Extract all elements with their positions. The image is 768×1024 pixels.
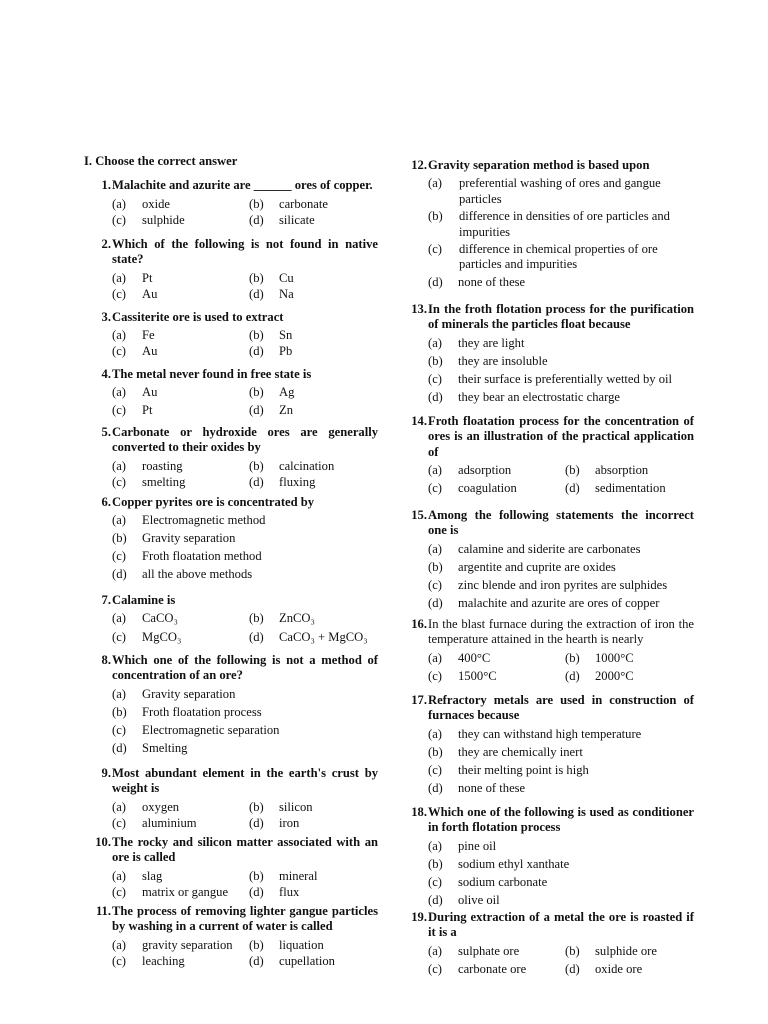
option-label: (b) (428, 353, 443, 368)
option-a[interactable] (428, 944, 565, 962)
option-a[interactable] (428, 336, 694, 354)
option-text: 400°C (458, 650, 491, 665)
option-text: none of these (458, 780, 526, 795)
option-text: 1500°C (458, 668, 497, 683)
option-a[interactable] (428, 651, 565, 669)
option-a[interactable] (428, 839, 694, 857)
section-title: I. Choose the correct answer (84, 154, 238, 168)
option-b[interactable] (565, 651, 634, 669)
question-text: Calamine is (112, 593, 176, 607)
option-label: (b) (112, 704, 127, 719)
option-text: they are insoluble (458, 353, 548, 368)
question-number: 8. (101, 653, 111, 667)
option-text: ZnCO₃ (279, 611, 315, 626)
option-label: (a) (112, 458, 126, 473)
option-c[interactable] (428, 669, 565, 685)
question-17 (411, 693, 694, 799)
option-d[interactable] (428, 275, 694, 293)
option-text: liquation (279, 937, 324, 952)
option-text: Smelting (142, 740, 188, 755)
option-label: (a) (428, 726, 442, 741)
option-text: Froth floatation method (142, 549, 262, 564)
option-label: (a) (428, 541, 442, 556)
option-d[interactable] (565, 481, 666, 497)
option-text: zinc blende and iron pyrites are sulphides (458, 577, 668, 592)
option-text: matrix or gangue (142, 884, 229, 899)
option-text: difference in chemical properties of ore particles and impurities (459, 242, 658, 272)
option-d[interactable] (428, 781, 694, 799)
question-number: 5. (101, 425, 111, 439)
option-text: Pt (142, 403, 153, 418)
option-d[interactable] (428, 596, 694, 614)
option-label: (d) (565, 668, 580, 683)
question-text: Malachite and azurite are ______ ores of copper. (112, 178, 373, 192)
question-text: Refractory metals are used in construction of furnaces because (428, 693, 694, 723)
option-text: adsorption (458, 463, 512, 478)
option-d[interactable] (565, 962, 642, 978)
option-label: (a) (112, 328, 126, 343)
option-a[interactable] (428, 176, 694, 207)
option-text: difference in densities of ore particles and impurities (459, 209, 670, 239)
option-text: carbonate (279, 197, 328, 212)
option-label: (c) (112, 286, 126, 301)
option-text: Sn (279, 328, 293, 343)
option-label: (d) (249, 403, 264, 418)
question-text: Which one of the following is not a method of concentration of an ore? (112, 653, 378, 683)
option-c[interactable] (428, 242, 694, 273)
option-b[interactable] (565, 944, 657, 962)
question-19 (411, 910, 694, 978)
question-text: Carbonate or hydroxide ores are generally converted to their oxides by (112, 425, 378, 455)
option-label: (a) (112, 513, 126, 528)
option-label: (b) (428, 744, 443, 759)
option-text: gravity separation (142, 937, 233, 952)
option-text: Pt (142, 270, 153, 285)
option-text: Cu (279, 270, 294, 285)
question-number: 6. (101, 495, 111, 509)
option-label: (a) (112, 868, 126, 883)
question-text: Most abundant element in the earth's crust by weight is (112, 766, 378, 796)
option-text: oxide (142, 197, 170, 212)
option-b[interactable] (428, 209, 694, 240)
option-c[interactable] (428, 875, 694, 893)
option-label: (d) (565, 961, 580, 976)
option-label: (a) (112, 611, 126, 626)
option-text: Fe (142, 328, 155, 343)
option-text: cupellation (279, 953, 335, 968)
option-text: oxide ore (595, 961, 643, 976)
option-label: (d) (428, 595, 443, 610)
option-text: their melting point is high (458, 762, 589, 777)
option-text: iron (279, 815, 300, 830)
option-label: (a) (112, 385, 126, 400)
option-b[interactable] (565, 463, 648, 481)
option-b[interactable] (428, 354, 694, 372)
question-text: In the blast furnace during the extraction of iron the temperature attained in the hearth is nearly (428, 617, 694, 647)
option-c[interactable] (428, 481, 565, 497)
question-text: Which one of the following is used as conditioner in forth flotation process (428, 805, 694, 835)
question-text: Gravity separation method is based upon (428, 158, 650, 172)
option-text: argentite and cuprite are oxides (458, 559, 616, 574)
option-text: aluminium (142, 815, 197, 830)
option-c[interactable] (428, 372, 694, 390)
question-number: 1. (101, 178, 111, 192)
option-text: coagulation (458, 481, 517, 496)
option-label: (a) (428, 838, 442, 853)
option-a[interactable] (428, 463, 565, 481)
option-text: absorption (595, 463, 649, 478)
option-label: (b) (428, 209, 443, 224)
option-b[interactable] (428, 560, 694, 578)
option-label: (c) (112, 953, 126, 968)
option-text: none of these (458, 274, 526, 289)
option-text: sedimentation (595, 481, 666, 496)
option-text: they are light (458, 335, 525, 350)
question-13 (411, 302, 694, 408)
question-number: 9. (101, 766, 111, 780)
option-text: calamine and siderite are carbonates (458, 541, 641, 556)
option-text: CaCO₃ + MgCO₃ (279, 630, 368, 645)
option-text: CaCO₃ (142, 611, 178, 626)
option-text: 2000°C (595, 668, 634, 683)
option-text: they bear an electrostatic charge (458, 389, 620, 404)
question-number: 12. (411, 158, 427, 172)
option-text: Electromagnetic method (142, 513, 266, 528)
option-text: roasting (142, 458, 183, 473)
question-text: The process of removing lighter gangue particles by washing in a current of water is called (112, 904, 378, 934)
option-label: (c) (112, 403, 126, 418)
option-text: sulphate ore (458, 943, 520, 958)
option-text: mineral (279, 868, 318, 883)
option-text: their surface is preferentially wetted by oil (458, 371, 673, 386)
option-d[interactable] (428, 893, 694, 911)
option-text: Au (142, 286, 158, 301)
question-number: 18. (411, 805, 427, 819)
question-text: Which of the following is not found in native state? (112, 237, 378, 267)
option-label: (d) (249, 213, 264, 228)
question-number: 15. (411, 508, 427, 522)
option-label: (a) (428, 943, 442, 958)
option-label: (b) (249, 799, 264, 814)
option-d[interactable] (428, 390, 694, 408)
option-text: oxygen (142, 799, 180, 814)
option-label: (d) (249, 953, 264, 968)
option-label: (c) (112, 722, 126, 737)
option-text: silicon (279, 799, 313, 814)
option-text: sodium carbonate (458, 874, 548, 889)
option-label: (b) (428, 559, 443, 574)
option-text: 1000°C (595, 650, 634, 665)
option-label: (d) (428, 892, 443, 907)
option-label: (a) (428, 463, 442, 478)
option-text: Zn (279, 403, 293, 418)
question-number: 2. (101, 237, 111, 251)
option-label: (b) (249, 328, 264, 343)
option-label: (c) (428, 762, 442, 777)
option-text: sodium ethyl xanthate (458, 856, 570, 871)
option-label: (c) (112, 630, 126, 645)
option-label: (a) (112, 686, 126, 701)
option-label: (a) (112, 799, 126, 814)
option-text: they can withstand high temperature (458, 726, 642, 741)
option-text: Au (142, 385, 158, 400)
option-label: (c) (428, 668, 442, 683)
option-text: pine oil (458, 838, 497, 853)
option-label: (c) (428, 481, 442, 496)
option-label: (a) (112, 197, 126, 212)
option-label: (c) (112, 815, 126, 830)
question-number: 14. (411, 414, 427, 428)
option-label: (d) (428, 389, 443, 404)
option-label: (d) (249, 474, 264, 489)
option-b[interactable] (428, 857, 694, 875)
option-text: sulphide ore (595, 943, 657, 958)
option-text: they are chemically inert (458, 744, 583, 759)
option-label: (a) (112, 270, 126, 285)
question-number: 16. (411, 617, 427, 631)
question-text: Among the following statements the incorrect one is (428, 508, 694, 538)
option-label: (d) (428, 274, 443, 289)
option-c[interactable] (428, 763, 694, 781)
option-label: (a) (428, 335, 442, 350)
option-label: (b) (565, 650, 580, 665)
option-label: (c) (112, 213, 126, 228)
question-number: 11. (95, 904, 111, 918)
option-label: (a) (112, 937, 126, 952)
option-label: (b) (249, 937, 264, 952)
option-c[interactable] (428, 962, 565, 978)
option-text: carbonate ore (458, 961, 527, 976)
question-number: 4. (101, 367, 111, 381)
option-label: (c) (112, 884, 126, 899)
option-label: (b) (249, 197, 264, 212)
question-text: In the froth flotation process for the purification of minerals the particles float because (428, 302, 694, 332)
option-label: (b) (565, 463, 580, 478)
question-15 (411, 508, 694, 614)
option-text: leaching (142, 953, 185, 968)
option-label: (c) (428, 371, 442, 386)
option-text: Gravity separation (142, 686, 236, 701)
question-14 (411, 414, 694, 497)
option-label: (a) (428, 650, 442, 665)
option-label: (c) (112, 549, 126, 564)
question-16 (411, 617, 694, 685)
question-18 (411, 805, 694, 911)
question-text: Copper pyrites ore is concentrated by (112, 495, 315, 509)
option-text: MgCO₃ (142, 630, 182, 645)
option-label: (d) (249, 815, 264, 830)
question-text: The metal never found in free state is (112, 367, 312, 381)
option-label: (d) (249, 630, 264, 645)
option-text: preferential washing of ores and gangue particles (459, 176, 661, 206)
option-label: (a) (428, 176, 442, 191)
option-label: (d) (428, 780, 443, 795)
option-label: (b) (249, 385, 264, 400)
question-text: The rocky and silicon matter associated with an ore is called (112, 835, 378, 865)
option-label: (b) (112, 531, 127, 546)
option-text: Na (279, 286, 294, 301)
question-12 (411, 158, 694, 293)
option-label: (c) (112, 474, 126, 489)
option-label: (d) (249, 884, 264, 899)
option-text: olive oil (458, 892, 500, 907)
option-label: (d) (249, 286, 264, 301)
option-text: silicate (279, 213, 315, 228)
question-number: 3. (101, 310, 111, 324)
option-text: Electromagnetic separation (142, 722, 280, 737)
option-text: flux (279, 884, 300, 899)
option-label: (c) (428, 961, 442, 976)
question-number: 10. (95, 835, 111, 849)
option-text: Froth floatation process (142, 704, 262, 719)
option-label: (b) (249, 270, 264, 285)
option-a[interactable] (428, 727, 694, 745)
option-text: Gravity separation (142, 531, 236, 546)
option-d[interactable] (565, 669, 634, 685)
option-label: (d) (565, 481, 580, 496)
option-text: Au (142, 344, 158, 359)
option-text: fluxing (279, 474, 316, 489)
question-text: During extraction of a metal the ore is roasted if it is a (428, 910, 694, 940)
option-text: calcination (279, 458, 335, 473)
option-label: (b) (249, 868, 264, 883)
option-text: sulphide (142, 213, 185, 228)
option-label: (d) (249, 344, 264, 359)
question-text: Cassiterite ore is used to extract (112, 310, 284, 324)
question-number: 17. (411, 693, 427, 707)
option-label: (b) (249, 458, 264, 473)
option-label: (b) (249, 611, 264, 626)
option-label: (b) (565, 943, 580, 958)
option-label: (c) (428, 577, 442, 592)
option-label: (c) (428, 874, 442, 889)
option-label: (d) (112, 567, 127, 582)
question-text: Froth floatation process for the concentration of ores is an illustration of the practical application of (428, 414, 694, 459)
option-text: all the above methods (142, 567, 253, 582)
question-number: 7. (101, 593, 111, 607)
option-a[interactable] (428, 542, 694, 560)
option-label: (c) (428, 242, 442, 257)
option-b[interactable] (428, 745, 694, 763)
option-label: (c) (112, 344, 126, 359)
option-label: (d) (112, 740, 127, 755)
option-c[interactable] (428, 578, 694, 596)
option-text: malachite and azurite are ores of copper (458, 595, 660, 610)
option-text: smelting (142, 474, 186, 489)
question-number: 19. (411, 910, 427, 924)
option-label: (b) (428, 856, 443, 871)
option-text: Pb (279, 344, 293, 359)
option-text: slag (142, 868, 163, 883)
question-number: 13. (411, 302, 427, 316)
option-text: Ag (279, 385, 295, 400)
